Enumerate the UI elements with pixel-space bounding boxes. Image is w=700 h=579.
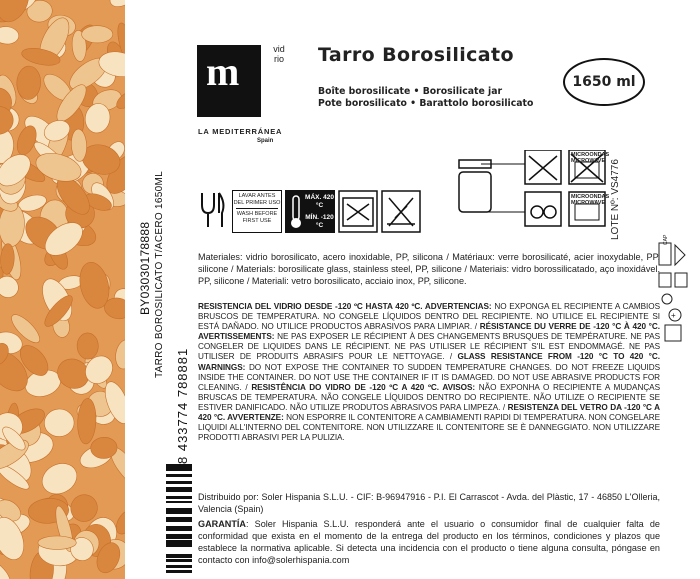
brand-name: LA MEDITERRÁNEA [198, 127, 283, 136]
product-title: Tarro Borosilicato [318, 44, 514, 66]
barcode-code-line: BY03030178888 [138, 221, 152, 315]
barcode-bar [166, 491, 192, 492]
barcode-bar [166, 559, 192, 562]
capacity-value: 1650 ml [572, 74, 636, 90]
warning-it-heading: RESISTENZA DEL VETRO DA -120 °C A 420 °C. AVVERTENZE: [198, 402, 660, 423]
distributor-text: Distribuido por: Soler Hispania S.L.U. - CIF: B-96947916 - P.I. El Carrascot - Avda. del Plàstic, 17 - 46850 L'Olleria, Valencia (Spain) [198, 492, 660, 514]
oat-flakes-image [0, 0, 125, 579]
barcode-bar [166, 565, 192, 566]
svg-text:CAP: CAP [663, 234, 669, 245]
warning-fr-text: NE PAS EXPOSER LE RÉCIPIENT À DES CHANGEMENTS BRUSQUES DE TEMPÉRATURE. NE PAS CONGELER DE LIQUIDES DANS LE RÉCIPIENT. NE PAS UTILISER LE RÉCIPIENT S'IL EST ENDOMMAGÉ. NE PAS UTILISER DE PRODUITS ABRASIFS POUR LE NETTOYAGE. / [198, 332, 660, 362]
oat-flakes-photo [0, 0, 125, 579]
barcode-bar [166, 508, 192, 509]
warning-pt-text: NÃO EXPONHA O RECIPIENTE A MUDANÇAS BRUSCAS DE TEMPERATURA. NÃO CONGELE LÍQUIDOS DENTRO DO RECIPIENTE. NÃO UTILIZE O RECIPIENTE SE ESTIVER DANIFICADO. NÃO UTILIZE PRODUTOS ABRASIVOS PARA LIMPEZA. / [198, 382, 661, 412]
food-safe-icon [198, 191, 228, 231]
barcode-bar [166, 466, 192, 469]
guarantee-body: : Soler Hispania S.L.U. responderá ante el usuario o consumidor final de cualquier falta de conformidad que exista en el momento de la entrega del producto en los términos, condiciones y plazos que establece la normativa aplicable. Si detecta una incidencia con el producto o tiene alguna consulta, póngase en contacto con info@solerhispania.com [198, 519, 660, 565]
barcode-bar [166, 517, 192, 518]
subtitle-line-2: Pote borosilicato • Barattolo borosilicato [318, 98, 534, 109]
warning-en-heading: GLASS RESISTANCE FROM -120 °C TO 420 °C. WARNINGS: [198, 352, 660, 372]
temperature-range-icon [285, 190, 335, 233]
brand-vertical-word: vidrio [273, 44, 285, 64]
barcode-bar [166, 544, 192, 547]
barcode-bar [166, 469, 192, 471]
svg-text:+: + [671, 311, 676, 320]
barcode-bar [166, 570, 192, 573]
lot-number: LOTE Nº: VS4776 [610, 159, 621, 240]
barcode-bar [166, 464, 192, 466]
subtitle-line-1: Boîte borosilicate • Borosilicate jar [318, 86, 503, 97]
barcode-bar [166, 481, 192, 484]
temp-max: MÁX. 420 °C [305, 194, 334, 209]
oat-flake [82, 26, 113, 43]
barcode-bar [166, 526, 192, 529]
barcode-bar [166, 555, 192, 558]
guarantee-text [198, 518, 660, 566]
temp-min: MÍN. -120 °C [305, 214, 334, 229]
freezer-safe-icon [381, 190, 421, 233]
barcode-bar [166, 487, 192, 488]
microwave-label-bottom: MICROONDAS MICROWAVE [571, 194, 610, 206]
barcode-bar [166, 529, 192, 531]
wash-before-use-icon [232, 190, 282, 233]
barcode-bar [166, 542, 192, 544]
barcode-bar [166, 534, 192, 537]
glass-resistance-warnings [198, 302, 660, 443]
barcode-bar [166, 489, 192, 491]
wash-label-es: LAVAR ANTES DEL PRIMER USO [233, 193, 281, 206]
barcode-bar [166, 512, 192, 514]
barcode-bar [166, 521, 192, 522]
barcode-bar [166, 554, 192, 555]
microwave-label-top: MICROONDAS MICROWAVE [571, 152, 610, 164]
barcode-digits: 8 433774 788881 [175, 347, 190, 464]
warning-it-text: NON ESPORRE IL CONTENITORE A CAMBIAMENTI RAPIDI DI TEMPERATURA. NON CONGELARE LIQUIDI ALL'INTERNO DEL CONTENITORE. NON UTILIZZARE IL CONTENITORE SE È DANNEGGIATO. NON UTILIZZARE PRODOTTI ABRASIVI PER LA PULIZIA. [198, 413, 660, 443]
capacity-badge [563, 58, 645, 106]
warning-es-heading: RESISTENCIA DEL VIDRIO DESDE -120 ºC HASTA 420 ºC. ADVERTENCIAS: [198, 302, 492, 311]
brand-logo-letter: m [206, 49, 240, 94]
brand-country: Spain [257, 138, 274, 144]
barcode-bar [166, 537, 192, 539]
warning-es-text: NO EXPONGA EL RECIPIENTE A CAMBIOS BRUSCOS DE TEMPERATURA. NO CONGELE LÍQUIDOS DENTRO DEL RECIPIENTE. NO UTILICE EL RECIPIENTE SI ESTÁ DAÑADO. NO UTILICE PRODUCTOS ABRASIVOS PARA LIMPIAR. / [198, 302, 660, 332]
thermometer-icon [289, 195, 303, 229]
barcode-bar [166, 518, 192, 521]
barcode-description: TARRO BOROSILICATO T/ACERO 1650ML [154, 171, 165, 378]
barcode-bar [166, 502, 192, 503]
materials-text: Materiales: vidrio borosilicato, acero inoxidable, PP, silicona / Matériaux: verre borosilicaté, acier inoxydable, PP, silicone / Materials: borosilicate glass, stainless steel, PP, silicone / Materiais: vidro borossilicatado, aço inoxidável, PP, silicone / Materiali: vetro borosilicato, acciaio inox, PP, silicone. [198, 252, 660, 286]
barcode-bar [166, 509, 192, 512]
guarantee-heading: GARANTÍA [198, 519, 246, 529]
barcode-bar [166, 566, 192, 568]
barcode-bar [166, 474, 192, 477]
warning-en-text: DO NOT EXPOSE THE CONTAINER TO SUDDEN TEMPERATURE CHANGES. DO NOT FREEZE LIQUIDS INSIDE THE CONTAINER. DO NOT USE THE CONTAINER IF IT IS DAMAGED. DO NOT USE ABRASIVE PRODUCTS FOR CLEANING. / [198, 362, 660, 392]
recycling-icons [655, 225, 695, 355]
product-subtitles [318, 86, 533, 110]
warning-pt-heading: RESISTÊNCIA DO VIDRO DE -120 ºC A 420 ºC. AVISOS: [251, 382, 476, 392]
barcode-bar [166, 488, 192, 489]
warning-fr-heading: RÉSISTANCE DU VERRE DE -120 °C À 420 °C. AVERTISSEMENTS: [198, 322, 660, 342]
barcode-bar [166, 496, 192, 499]
wash-label-en: WASH BEFORE FIRST USE [236, 208, 278, 224]
barcode-bar [166, 540, 192, 542]
barcode-bar [166, 501, 192, 502]
oven-safe-icon [338, 190, 378, 233]
oat-flake [38, 536, 76, 549]
